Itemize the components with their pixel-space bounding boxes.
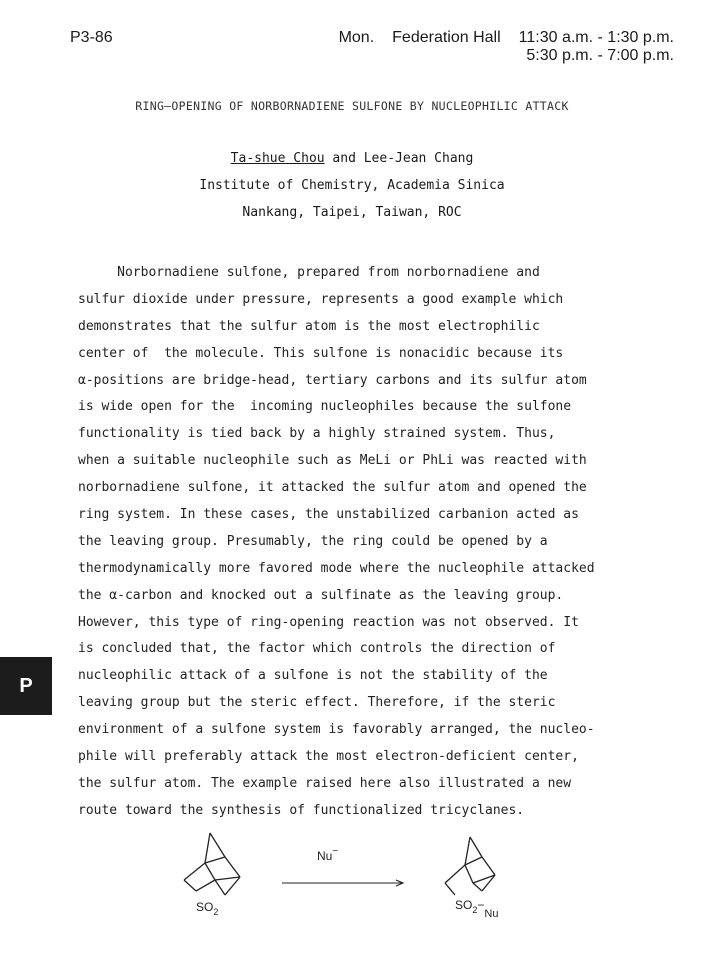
abstract-line: α-positions are bridge-head, tertiary carbons and its sulfur atom [78, 372, 587, 388]
location: Nankang, Taipei, Taiwan, ROC [242, 205, 462, 220]
reactant-so: SO [196, 900, 214, 914]
abstract-line: route toward the synthesis of functionalized tricyclanes. [78, 802, 525, 818]
authors-line [0, 151, 704, 166]
product-so: SO [455, 898, 473, 912]
abstract-line: the sulfur atom. The example raised here also illustrated a new [78, 775, 572, 791]
reactant-label [196, 900, 218, 917]
reagent-label [317, 846, 338, 863]
abstract-line: environment of a sulfone system is favorably arranged, the nucleo- [78, 722, 595, 738]
author-1: Ta-shue Chou [230, 151, 325, 166]
session-row-1 [339, 29, 674, 47]
product-structure [445, 837, 495, 895]
abstract-line: norbornadiene sulfone, it attacked the sulfur atom and opened the [78, 480, 587, 496]
abstract-line: leaving group but the steric effect. Therefore, if the steric [78, 695, 556, 711]
abstract-line: the α-carbon and knocked out a sulfinate as the leaving group. [78, 587, 564, 603]
abstract-line: functionality is tied back by a highly strained system. Thus, [78, 426, 556, 442]
session-day: Mon. [338, 29, 375, 46]
abstract-body [78, 260, 668, 825]
session-row-2 [339, 47, 674, 65]
product-nu: Nu [484, 908, 499, 920]
session-code: P3-86 [70, 29, 113, 46]
abstract-line: is wide open for the incoming nucleophiles because the sulfone [78, 399, 572, 415]
author-2: Lee-Jean Chang [363, 151, 474, 166]
session-time-1: 11:30 a.m. - 1:30 p.m. [518, 29, 674, 46]
reaction-scheme [170, 825, 530, 935]
abstract-line: center of the molecule. This sulfone is nonacidic because its [78, 345, 564, 361]
reactant-sub: 2 [213, 907, 219, 917]
abstract-line: Norbornadiene sulfone, prepared from norbornadiene and [78, 265, 540, 280]
product-label [455, 898, 498, 920]
session-venue: Federation Hall [392, 29, 501, 46]
abstract-line: the leaving group. Presumably, the ring could be opened by a [78, 533, 548, 549]
abstract-line: is concluded that, the factor which controls the direction of [78, 641, 556, 657]
abstract-line: when a suitable nucleophile such as MeLi or PhLi was reacted with [78, 453, 587, 469]
product-dash: − [477, 898, 485, 912]
author-join: and [332, 151, 356, 166]
reactant-structure [184, 833, 240, 895]
abstract-line: nucleophilic attack of a sulfone is not the stability of the [78, 668, 548, 684]
abstract-line: demonstrates that the sulfur atom is the most electrophilic [78, 318, 540, 334]
section-tab-p: P [0, 657, 52, 715]
institution: Institute of Chemistry, Academia Sinica [199, 178, 505, 193]
abstract-line: However, this type of ring-opening reaction was not observed. It [78, 614, 579, 630]
abstract-line: sulfur dioxide under pressure, represents a good example which [78, 291, 564, 307]
session-info [339, 29, 674, 65]
abstract-line: phile will preferably attack the most electron-deficient center, [78, 749, 579, 765]
reagent-charge: − [332, 846, 339, 857]
product-sub: 2 [472, 905, 478, 915]
abstract-line: thermodynamically more favored mode where the nucleophile attacked [78, 560, 595, 576]
paper-title: RING—OPENING OF NORBORNADIENE SULFONE BY NUCLEOPHILIC ATTACK [135, 99, 569, 113]
abstract-line: ring system. In these cases, the unstabilized carbanion acted as [78, 507, 579, 523]
session-time-2: 5:30 p.m. - 7:00 p.m. [526, 47, 674, 64]
reagent-nu: Nu [317, 849, 333, 863]
